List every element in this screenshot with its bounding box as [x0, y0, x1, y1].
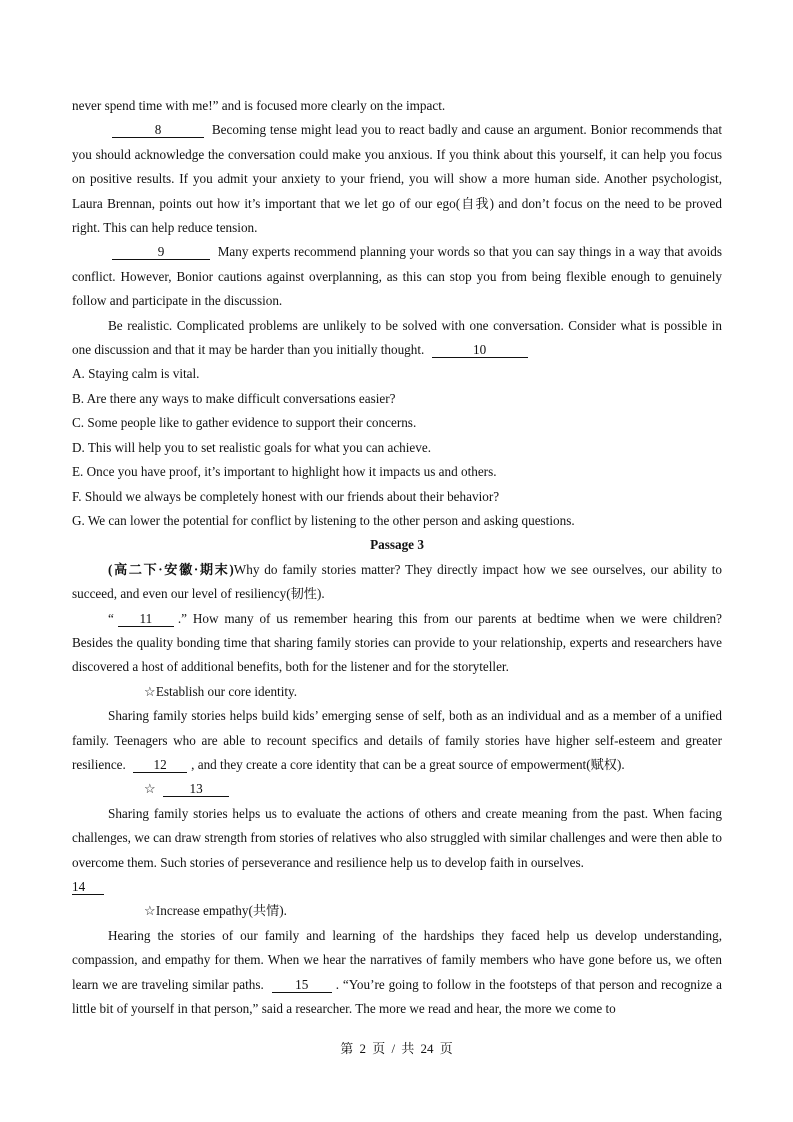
option-e: E. Once you have proof, it’s important to highlight how it impacts us and others.	[72, 464, 497, 480]
paragraph-q15	[72, 924, 722, 1022]
paragraph-evaluate: Sharing family stories helps us to evaluate the actions of others and create meaning from the past. When facing challenges, we can draw strength from stories of relatives who also struggled with similar challenges and were then able to overcome them. Such stories of perseverance and resilience help us to develop faith in ourselves.	[72, 805, 722, 870]
star-icon: ☆	[144, 903, 156, 919]
paragraph-q12	[72, 704, 722, 777]
source-tag: (高二下·安徽·期末)	[108, 561, 234, 577]
answer-blank-14: 14	[72, 879, 104, 895]
paragraph-q15-text: Hearing the stories of our family and learning of the hardships they faced help us develop understanding, compassion, and empathy for them. When we hear the narratives of family members who have gone before us, we often learn we are traveling similar paths.	[72, 927, 722, 992]
paragraph-q11	[72, 607, 722, 680]
open-quote: “	[108, 610, 114, 626]
option-f: F. Should we always be completely honest with our friends about their behavior?	[72, 488, 500, 504]
paragraph-continuation: never spend time with me!” and is focused more clearly on the impact.	[72, 98, 446, 113]
paragraph-q8-text: Becoming tense might lead you to react badly and cause an argument. Bonior recommends that you should acknowledge the conversation could make you anxious. If you think about this yourself, it can help you focus on positive results. If you admit your anxiety to your friend, you will show a more human side. Another psychologist, Laura Brennan, points out how it’s important that we let go of our ego(自我) and don’t focus on the need to be proved right. This can help reduce tension.	[72, 122, 722, 236]
document-page	[72, 94, 722, 1021]
answer-blank-11: 11	[118, 611, 174, 627]
option-g: G. We can lower the potential for conflict by listening to the other person and asking questions.	[72, 512, 575, 528]
answer-blank-13: 13	[163, 781, 229, 797]
paragraph-q15-end: . “You’re going to follow in the footsteps of that person and recognize a little bit of yourself in that person,” said a researcher. The more we read and hear, the more we come to	[72, 976, 722, 1017]
heading-core-identity	[72, 680, 722, 704]
paragraph-q10-text: Be realistic. Complicated problems are unlikely to be solved with one conversation. Consider what is possible in one discussion and that it may be harder than you initially thought.	[72, 317, 722, 358]
paragraph-q9	[72, 240, 722, 313]
answer-blank-9: 9	[112, 244, 210, 260]
passage-title: Passage 3	[370, 537, 424, 553]
option-c: C. Some people like to gather evidence to support their concerns.	[72, 415, 417, 431]
paragraph-q10	[72, 314, 722, 363]
star-icon: ☆	[144, 683, 156, 699]
answer-blank-8: 8	[112, 122, 204, 138]
answer-blank-12: 12	[133, 757, 187, 773]
paragraph-q8	[72, 118, 722, 240]
heading-empathy	[72, 899, 722, 923]
star-icon: ☆	[144, 781, 156, 797]
option-b: B. Are there any ways to make difficult conversations easier?	[72, 390, 396, 406]
option-a: A. Staying calm is vital.	[72, 366, 200, 382]
option-d: D. This will help you to set realistic goals for what you can achieve.	[72, 439, 432, 455]
answer-blank-10: 10	[432, 342, 528, 358]
passage3-intro	[72, 558, 722, 607]
answer-blank-15: 15	[272, 977, 332, 993]
paragraph-q11-text: .” How many of us remember hearing this from our parents at bedtime when we were children? Besides the quality bonding time that sharing family stories can provide to your relationship, experts and researchers have discovered a host of additional benefits, both for the listener and for the storyteller.	[72, 610, 722, 675]
paragraph-q12-end: , and they create a core identity that can be a great source of empowerment(赋权).	[191, 756, 625, 772]
paragraph-q12-text: Sharing family stories helps build kids’ emerging sense of self, both as an individual and as a member of a unified family. Teenagers who are able to recount specifics and details of family stories have higher self-esteem and greater resilience.	[72, 708, 722, 772]
heading-empathy-text: Increase empathy(共情).	[155, 903, 287, 919]
page-number-footer: 第 2 页 / 共 24 页	[340, 1041, 453, 1056]
heading-q13	[72, 777, 722, 801]
paragraph-q14	[72, 875, 722, 899]
paragraph-q9-text: Many experts recommend planning your words so that you can say things in a way that avoids conflict. However, Bonior cautions against overplanning, as this can stop you from being flexible enough to genuinely follow and participate in the discussion.	[72, 244, 723, 309]
passage3-intro-text: Why do family stories matter? They directly impact how we see ourselves, our ability to succeed, and even our level of resiliency(韧性).	[72, 561, 722, 602]
heading-core-identity-text: Establish our core identity.	[155, 683, 298, 699]
